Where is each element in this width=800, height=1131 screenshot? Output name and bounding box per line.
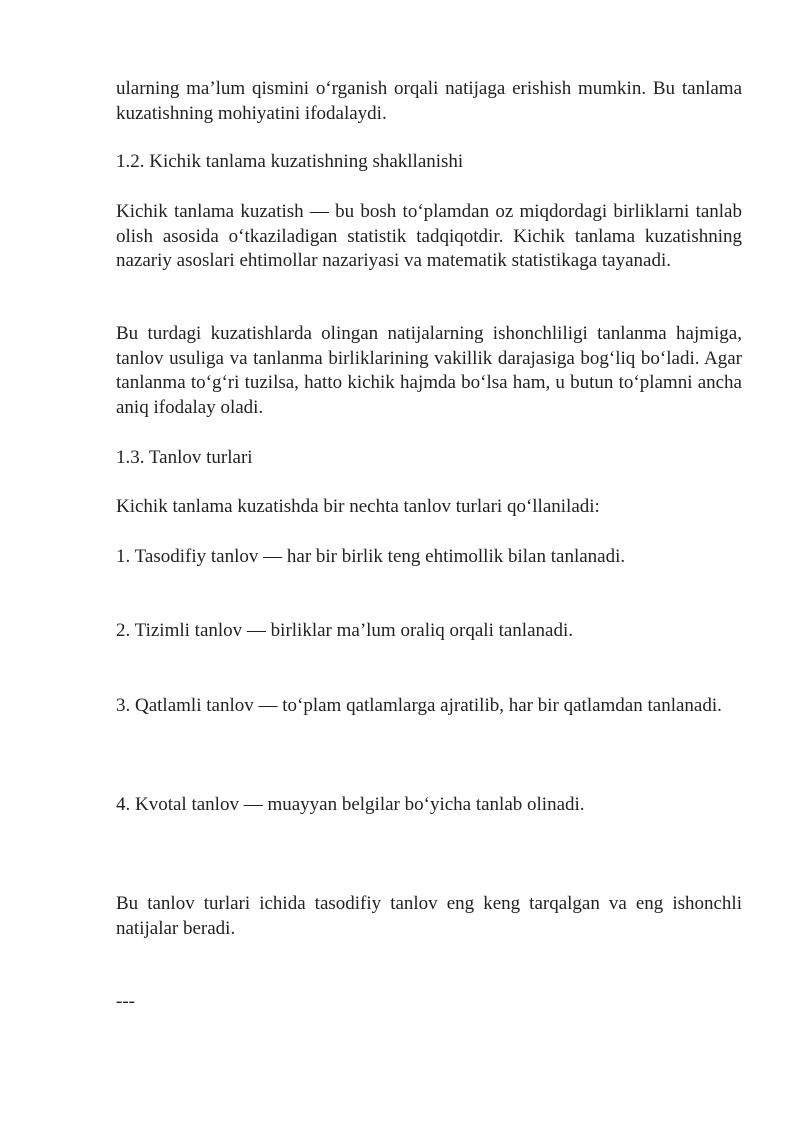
intro-continuation-paragraph: ularning ma’lum qismini o‘rganish orqali natijaga erishish mumkin. Bu tanlama kuzatishning mohiyatini ifodalaydi. bbox=[116, 78, 742, 124]
section-1-3-intro: Kichik tanlama kuzatishda bir nechta tanlov turlari qo‘llaniladi: bbox=[116, 496, 600, 517]
list-item: 2. Tizimli tanlov — birliklar ma’lum oraliq orqali tanlanadi. bbox=[116, 620, 573, 641]
section-1-2-paragraph-2: Bu turdagi kuzatishlarda olingan natijalarning ishonchliligi tanlanma hajmiga, tanlov usuliga va tanlanma birliklarining vakillik darajasiga bog‘liq bo‘ladi. Agar tanlanma to‘g‘ri tuzilsa, hatto kichik hajmda bo‘lsa ham, u butun to‘plamni ancha aniq ifodalay oladi. bbox=[116, 323, 742, 418]
list-item: 4. Kvotal tanlov — muayyan belgilar bo‘yicha tanlab olinadi. bbox=[116, 794, 585, 815]
section-1-3-heading: 1.3. Tanlov turlari bbox=[116, 447, 253, 468]
section-1-2-heading: 1.2. Kichik tanlama kuzatishning shakllanishi bbox=[116, 151, 464, 172]
separator-line: --- bbox=[116, 991, 135, 1012]
list-item: 3. Qatlamli tanlov — to‘plam qatlamlarga ajratilib, har bir qatlamdan tanlanadi. bbox=[116, 695, 722, 716]
section-1-2-paragraph-1: Kichik tanlama kuzatish — bu bosh to‘plamdan oz miqdordagi birliklarni tanlab olish asosida o‘tkaziladigan statistik tadqiqotdir. Kichik tanlama kuzatishning nazariy asoslari ehtimollar nazariyasi va matematik statistikaga tayanadi. bbox=[116, 201, 742, 271]
list-item: 1. Tasodifiy tanlov — har bir birlik teng ehtimollik bilan tanlanadi. bbox=[116, 546, 626, 567]
conclusion-paragraph: Bu tanlov turlari ichida tasodifiy tanlov eng keng tarqalgan va eng ishonchli natijalar beradi. bbox=[116, 893, 742, 939]
